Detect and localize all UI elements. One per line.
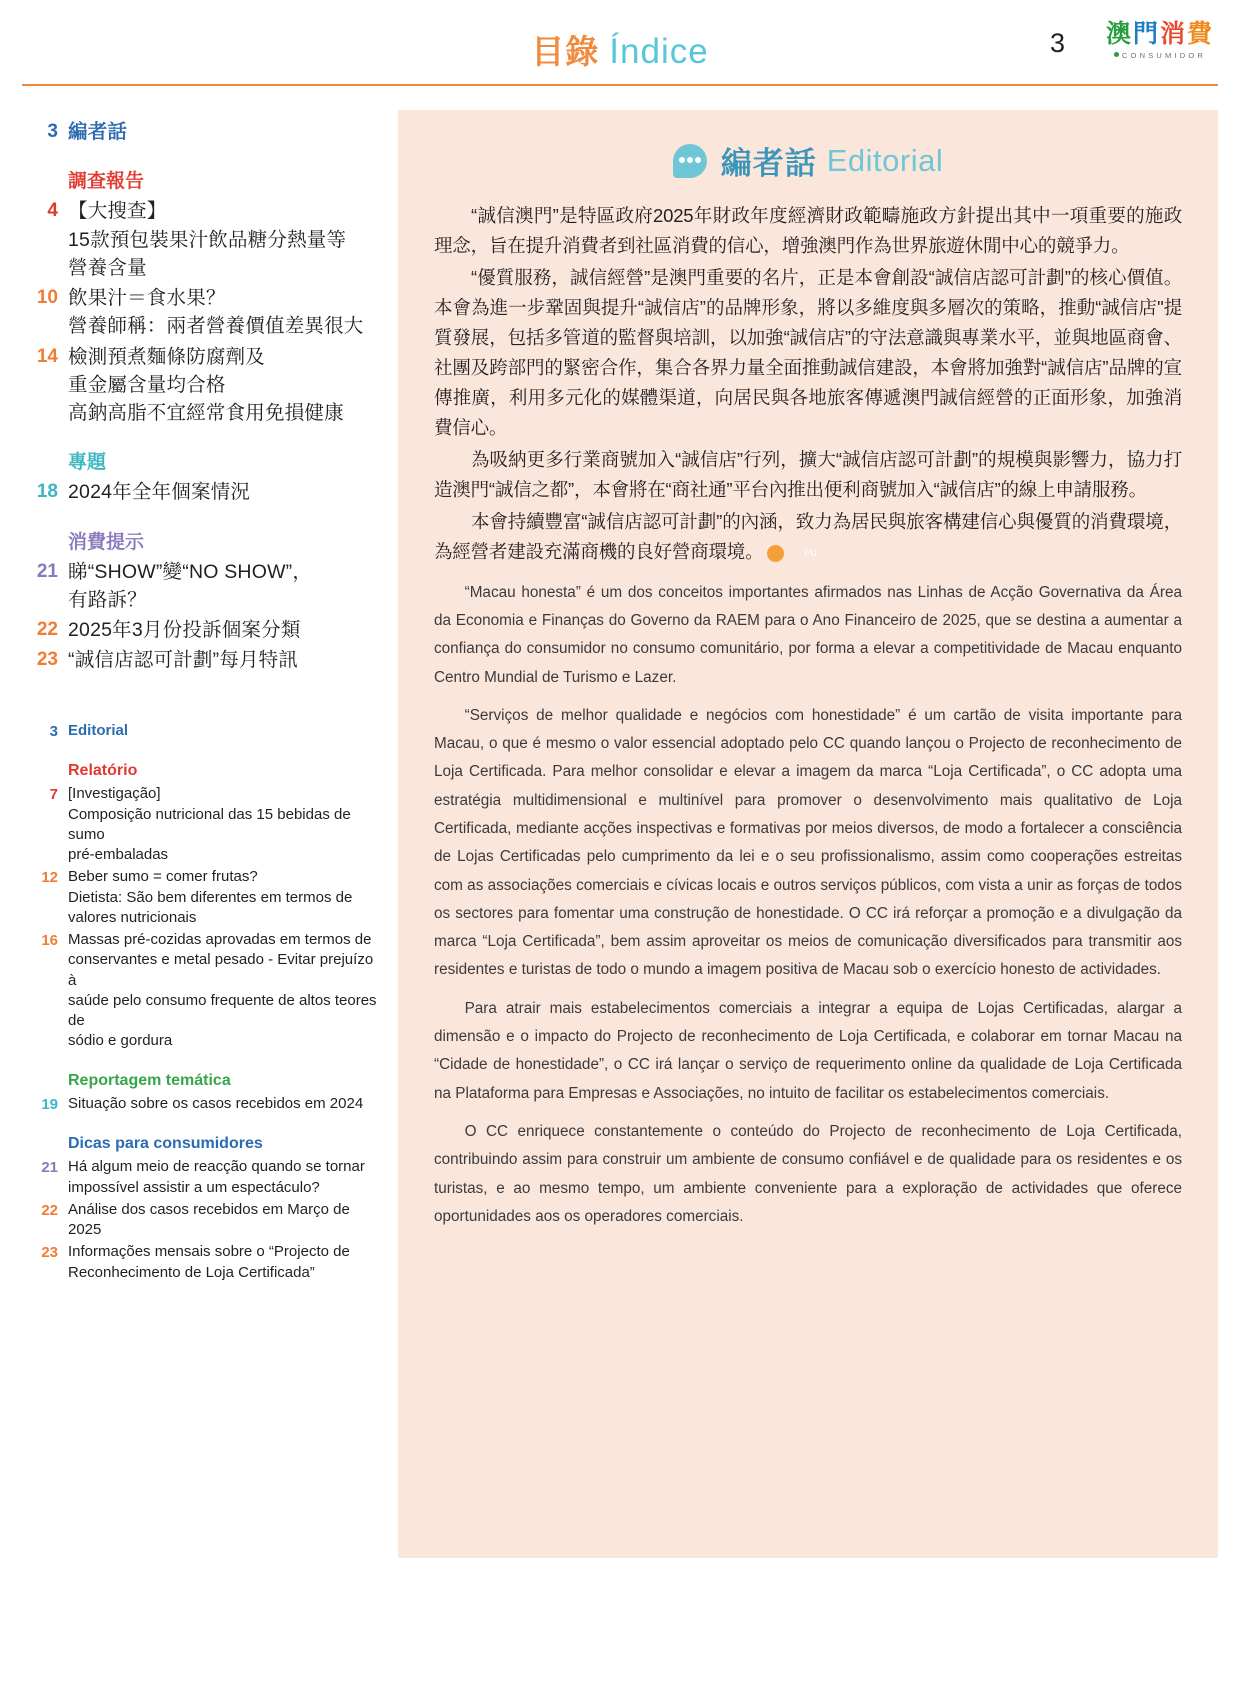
editorial-panel (398, 110, 1218, 1558)
toc-entry-page: 16 (41, 932, 58, 950)
toc-entry[interactable] (22, 930, 382, 1052)
toc-entry-title (68, 197, 382, 282)
editorial-paragraph: Para atrair mais estabelecimentos comerciais a integrar a equipa de Lojas Certificadas, alargar a dimensão e o impacto do Projecto de reconhecimento de Loja Certificada, e colaborar em tornar Macau na “Cidade de honestidade”, o CC irá lançar o serviço de requerimento online da qualidade de Loja Certificada na Plataforma para Empresas e Associações, no intuito de facilitar os estabelecimentos comerciais. (434, 999, 1182, 1102)
toc-entry-line: 重金屬含量均合格 (68, 373, 226, 396)
toc-entry-line: Dietista: São bem diferentes em termos de (68, 888, 353, 906)
toc-section-heading: 調查報告 (68, 171, 145, 193)
editorial-paragraph: “誠信澳門”是特區政府2025年財政年度經濟財政範疇施政方針提出其中一項重要的施政理念，旨在提升消費者到社區消費的信心，增強澳門作為世界旅遊休閒中心的競爭力。 (434, 205, 1182, 256)
toc-entry-line: 編者話 (68, 121, 128, 143)
editorial-paragraph: O CC enriquece constantemente o conteúdo do Projecto de reconhecimento de Loja Certificada, contribuindo assim para construir um ambiente de consumo confiável e de qualidade para os residentes e os turistas, e ao mesmo tempo, um ambiente conveniente para a exploração de actividades que oferece oportunidades aos os operadores comerciais. (434, 1122, 1182, 1225)
editorial-paragraph: “優質服務，誠信經營”是澳門重要的名片，正是本會創設“誠信店認可計劃”的核心價值。本會為進一步鞏固與提升“誠信店”的品牌形象，將以多維度與多層次的策略，推動“誠信店"提質發展，包括多管道的監督與培訓，以加強“誠信店”的守法意識與專業水平，並與地區商會、社團及跨部門的緊密合作，集合各界力量全面推動誠信建設，本會將加強對“誠信店”品牌的宣傳推廣，利用多元化的媒體渠道，向居民與各地旅客傳遞澳門誠信經營的正面形象，加強消費信心。 (434, 266, 1182, 438)
toc-entry-title (68, 558, 382, 615)
toc-entry[interactable] (22, 616, 382, 644)
toc-entry-line: Beber sumo = comer frutas? (68, 868, 258, 886)
toc-entry-page: 22 (36, 619, 58, 641)
toc-entry-title (68, 118, 382, 146)
author-badge: PU (767, 545, 784, 562)
toc-entry-title (68, 478, 382, 506)
toc-entry[interactable] (22, 721, 382, 743)
toc-portuguese (22, 721, 382, 1283)
toc-entry-page: 19 (41, 1095, 58, 1113)
editorial-paragraph: 為吸納更多行業商號加入“誠信店”行列，擴大“誠信店認可計劃”的規模與影響力，協力打造澳門“誠信之都”，本會將在“商社通”平台內推出便利商號加入“誠信店”的線上申請服務。 (434, 448, 1182, 500)
toc-entry-page: 3 (49, 722, 58, 740)
brand-char-1: 澳 (1105, 20, 1133, 48)
toc-entry-line: 15款預包裝果汁飲品糖分熱量等 (68, 228, 347, 251)
toc-entry-page: 4 (47, 200, 58, 222)
toc-entry[interactable] (22, 343, 382, 428)
toc-entry[interactable] (22, 284, 382, 341)
toc-entry-page: 18 (36, 481, 58, 503)
toc-entry-line: saúde pelo consumo frequente de altos teores de (68, 991, 377, 1030)
toc-entry-line: 高鈉高脂不宜經常食用免損健康 (68, 402, 344, 425)
page-title-pt: Índice (609, 32, 709, 71)
toc-entry-title (68, 343, 382, 428)
toc-entry-title (68, 1094, 382, 1116)
toc-entry-line: 有路訴？ (68, 588, 147, 611)
toc-entry-page: 23 (36, 649, 58, 671)
editorial-heading (434, 138, 1182, 183)
toc-entry-page: 23 (41, 1244, 58, 1262)
toc-section-heading: Relatório (68, 762, 138, 780)
toc-entry-title (68, 284, 382, 341)
toc-entry-line: 2025年3月份投訴個案分類 (68, 619, 301, 642)
toc-entry-line: 睇“SHOW”變“NO SHOW”， (68, 560, 313, 583)
toc-spacer (22, 677, 382, 721)
editorial-title-zh: 編者話 (720, 146, 817, 181)
toc-entry-line: 飲果汁＝食水果？ (68, 287, 226, 310)
toc-entry-line: Análise dos casos recebidos em Março de 2025 (68, 1200, 350, 1239)
editorial-paragraph: “Macau honesta” é um dos conceitos importantes afirmados nas Linhas de Acção Governativa da Área da Economia e Finanças do Governo da RAEM para o Ano Financeiro de 2025, que se destina a aumentar a confiança do consumidor no consumo comunitário, por forma a elevar a competitividade de Macau enquanto Centro Mundial de Turismo e Lazer. (434, 583, 1182, 686)
toc-entry-line: 營養含量 (68, 256, 147, 279)
brand-logo (1106, 22, 1214, 60)
speech-bubble-icon (673, 144, 707, 178)
toc-entry-title (68, 1157, 382, 1198)
toc-entry-title (68, 721, 382, 743)
toc-entry-title (68, 616, 382, 644)
toc-entry-title (68, 1200, 382, 1241)
toc-entry-line: Editorial (68, 721, 129, 739)
toc-entry-title (68, 784, 382, 865)
brand-logo-zh (1106, 22, 1214, 47)
brand-logo-pt-text: CONSUMIDOR (1121, 51, 1207, 60)
editorial-paragraph: “Serviços de melhor qualidade e negócios com honestidade” é um cartão de visita importante para Macau, o que é mesmo o valor essencial adoptado pelo CC quando lançou o Projecto de reconhecimento de Loja Certificada. Para melhor consolidar e elevar a imagem da marca “Loja Certificada”, o CC adopta uma estratégia multidimensional e multinível para promover o desenvolvimento mais qualitativo de Loja Certificada, mediante acções inspectivas e formativas por meios diversos, de modo a fortalecer a consciência de Lojas Certificadas pelo cumprimento da lei e o seu profissionalismo, assim como cooperações estreitas com as associações comerciais e cívicas locais e outros serviços públicos, com vista a unir as forças de todos os sectores para fomentar uma construção de honestidade. O CC irá reforçar a promoção e a divulgação da marca “Loja Certificada”, bem assim aproveitar os meios de comunicação diversificados para transmitir aos residentes e turistas de todo o mundo a imagem positiva de Macau sob o exercício honesto de actividades. (434, 706, 1182, 979)
toc-entry[interactable] (22, 1200, 382, 1241)
toc-entry[interactable] (22, 118, 382, 146)
toc-entry[interactable] (22, 867, 382, 928)
page-title-zh: 目錄 (531, 33, 600, 70)
toc-entry[interactable] (22, 1242, 382, 1283)
toc-section-heading: Reportagem temática (68, 1071, 231, 1089)
toc-entry-line: conservantes e metal pesado - Evitar prejuízo à (68, 951, 374, 989)
toc-chinese (22, 118, 382, 675)
toc-entry-line: sódio e gordura (68, 1032, 173, 1050)
brand-char-2: 門 (1132, 20, 1160, 48)
toc-entry-page: 10 (36, 287, 58, 309)
editorial-body-portuguese (434, 579, 1182, 1232)
toc-entry[interactable] (22, 784, 382, 865)
table-of-contents (22, 118, 382, 1285)
toc-entry-line: 【大搜查】 (68, 200, 167, 223)
toc-entry-line: pré-embaladas (68, 846, 169, 864)
toc-entry-page: 21 (36, 560, 58, 582)
toc-entry-page: 21 (41, 1159, 58, 1177)
toc-entry-line: Informações mensais sobre o “Projecto de (68, 1243, 350, 1261)
toc-entry-line: Situação sobre os casos recebidos em 2024 (68, 1094, 364, 1112)
toc-entry-title (68, 867, 382, 928)
toc-section-heading: 消費提示 (68, 531, 145, 553)
toc-entry[interactable] (22, 558, 382, 615)
page-number: 3 (1049, 28, 1065, 58)
editorial-title-pt: Editorial (826, 142, 944, 178)
header-divider (22, 84, 1218, 86)
brand-dot-icon (1114, 52, 1119, 57)
toc-entry-line: 檢測預煮麵條防腐劑及 (68, 345, 266, 368)
toc-entry-title (68, 646, 382, 674)
toc-entry[interactable] (22, 197, 382, 282)
toc-entry[interactable] (22, 1094, 382, 1116)
page-header (0, 0, 1240, 92)
toc-entry-page: 7 (49, 786, 58, 804)
toc-entry-line: 營養師稱：兩者營養價值差異很大 (68, 315, 364, 338)
toc-entry-line: valores nutricionais (68, 908, 197, 926)
editorial-paragraph: 本會持續豐富“誠信店認可計劃”的內涵，致力為居民與旅客構建信心與優質的消費環境，為經營者建設充滿商機的良好營商環境。 PU (434, 510, 1182, 562)
toc-entry[interactable] (22, 1157, 382, 1198)
toc-entry-line: impossível assistir a um espectáculo? (68, 1178, 320, 1196)
brand-char-3: 消 (1159, 20, 1187, 48)
toc-entry[interactable] (22, 478, 382, 506)
toc-entry-line: Massas pré-cozidas aprovadas em termos de (68, 931, 372, 949)
toc-entry-page: 12 (41, 869, 58, 887)
toc-entry-title (68, 930, 382, 1052)
toc-entry-line: Reconhecimento de Loja Certificada” (68, 1263, 315, 1281)
toc-entry-line: Composição nutricional das 15 bebidas de sumo (68, 805, 351, 843)
brand-logo-pt (1106, 51, 1214, 60)
toc-entry[interactable] (22, 646, 382, 674)
toc-entry-line: Há algum meio de reacção quando se tornar (68, 1158, 365, 1176)
toc-entry-line: 2024年全年個案情況 (68, 481, 251, 504)
toc-section-heading: 專題 (68, 452, 107, 474)
toc-section-heading: Dicas para consumidores (68, 1135, 263, 1153)
toc-entry-line: “誠信店認可計劃”每月特訊 (68, 649, 299, 672)
toc-entry-page: 14 (36, 345, 58, 367)
toc-entry-title (68, 1242, 382, 1283)
brand-char-4: 費 (1186, 20, 1214, 48)
toc-entry-page: 3 (47, 121, 58, 142)
toc-entry-line: [Investigação] (68, 785, 161, 803)
toc-entry-page: 22 (41, 1201, 58, 1219)
editorial-body-chinese (434, 201, 1182, 567)
